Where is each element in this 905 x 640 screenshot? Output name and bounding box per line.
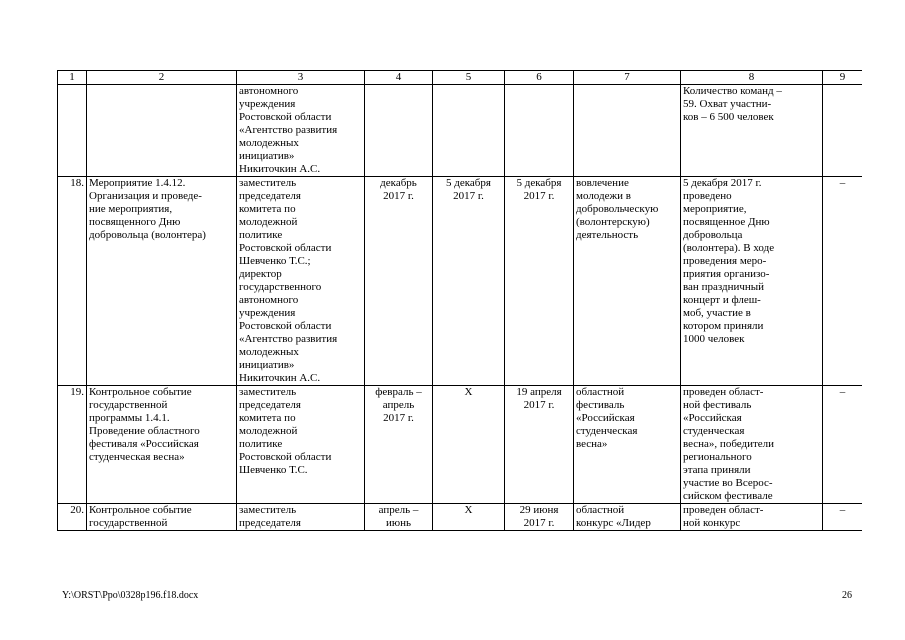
actual-result-line: концерт и флеш- [683,294,761,306]
responsible-person-line: Ростовской области [239,111,332,123]
actual-result-line: 1000 человек [683,333,745,345]
column-number-6: 6 [505,71,574,85]
table-row [58,386,863,504]
deviation-reason-cell [823,504,863,531]
actual-end-date-line: 2017 г. [523,399,555,411]
actual-result-line: сийском фестивале [683,490,773,502]
actual-end-date-cell [505,386,574,504]
row-number-cell: 20. [58,504,87,531]
deviation-reason-line: – [839,504,846,516]
actual-result-line: регионального [683,451,752,463]
actual-end-date-cell [505,177,574,386]
responsible-person-line: учреждения [239,98,296,110]
actual-start-date-cell [433,85,505,177]
planned-date-cell [365,504,433,531]
event-name-cell [87,177,237,386]
actual-result-line: котором приняли [683,320,764,332]
deviation-reason-cell [823,85,863,177]
planned-date-cell [365,85,433,177]
planned-result-line: фестиваль [576,399,625,411]
planned-date-cell [365,177,433,386]
planned-date-line: апрель – [378,504,419,516]
column-number-2: 2 [87,71,237,85]
planned-result-line: деятельность [576,229,639,241]
planned-date-line: июнь [385,517,411,529]
responsible-person-line: заместитель [239,386,297,398]
responsible-person-line: заместитель [239,177,297,189]
event-name-line: Проведение областного [89,425,200,437]
event-name-line: фестиваля «Российская [89,438,199,450]
responsible-person-line: комитета по [239,203,296,215]
event-name-line: посвященного Дню [89,216,181,228]
planned-result-line: (волонтерскую) [576,216,650,228]
responsible-person-line: Никиточкин А.С. [239,372,321,384]
actual-end-date-line: 2017 г. [523,190,555,202]
responsible-person-line: политике [239,438,283,450]
event-name-line: ние мероприятия, [89,203,173,215]
actual-result-line: ной фестиваль [683,399,752,411]
responsible-person-line: молодежной [239,216,298,228]
actual-result-line: мероприятие, [683,203,747,215]
file-path: Y:\ORST\Ppo\0328p196.f18.docx [62,590,199,601]
responsible-person-line: государственного [239,281,322,293]
planned-result-line: студенческая [576,425,638,437]
table-row [58,85,863,177]
planned-date-line: 2017 г. [383,190,414,202]
responsible-person-line: «Агентство развития [239,124,338,136]
event-name-cell [87,504,237,531]
responsible-person-cell [237,386,365,504]
actual-result-line: ван праздничный [683,281,765,293]
actual-result-line: моб, участие в [683,307,751,319]
actual-result-line: ков – 6 500 человек [683,111,774,123]
column-number-3: 3 [237,71,365,85]
responsible-person-line: Шевченко Т.С.; [239,255,311,267]
actual-start-date-line: 5 декабря [446,177,491,189]
actual-result-line: участие во Всерос- [683,477,773,489]
responsible-person-line: председателя [239,517,301,529]
event-name-line: программы 1.4.1. [89,412,170,424]
responsible-person-line: Ростовской области [239,242,332,254]
responsible-person-line: автономного [239,294,299,306]
responsible-person-line: молодежных [239,137,299,149]
actual-end-date-line: 29 июня [519,504,559,516]
actual-result-line: этапа приняли [683,464,751,476]
actual-result-line: «Российская [683,412,742,424]
planned-result-line: «Российская [576,412,635,424]
responsible-person-line: «Агентство развития [239,333,338,345]
responsible-person-line: молодежных [239,346,299,358]
row-number-cell [58,85,87,177]
planned-result-line: добровольческую [576,203,659,215]
actual-result-line: Количество команд – [683,85,782,97]
planned-result-cell [574,504,681,531]
responsible-person-line: комитета по [239,412,296,424]
responsible-person-line: Никиточкин А.С. [239,163,321,175]
actual-end-date-line: 2017 г. [523,517,555,529]
planned-date-line: 2017 г. [383,412,414,424]
actual-result-line: проведено [683,190,732,202]
event-name-cell [87,386,237,504]
actual-result-cell [681,386,823,504]
actual-end-date-line: 5 декабря [516,177,562,189]
actual-result-line: 5 декабря 2017 г. [683,177,762,189]
actual-result-line: проведения меро- [683,255,767,267]
actual-result-line: ной конкурс [683,517,741,529]
actual-start-date-line: Х [464,504,473,516]
row-number-cell: 18. [58,177,87,386]
actual-end-date-cell [505,504,574,531]
actual-result-cell [681,85,823,177]
event-name-cell [87,85,237,177]
column-number-1: 1 [58,71,87,85]
column-number-7: 7 [574,71,681,85]
column-number-5: 5 [433,71,505,85]
column-number-4: 4 [365,71,433,85]
planned-date-line: февраль – [375,386,422,398]
responsible-person-line: председателя [239,190,301,202]
responsible-person-line: председателя [239,399,301,411]
actual-result-cell [681,177,823,386]
responsible-person-line: молодежной [239,425,298,437]
actual-result-line: весна», победители [683,438,775,450]
responsible-person-line: заместитель [239,504,297,516]
event-name-line: Организация и проведе- [89,190,202,202]
column-number-9: 9 [823,71,863,85]
actual-start-date-cell [433,386,505,504]
actual-result-line: посвященное Дню [683,216,770,228]
deviation-reason-cell [823,386,863,504]
actual-start-date-cell [433,504,505,531]
report-table-container [57,70,862,585]
responsible-person-line: учреждения [239,307,296,319]
responsible-person-line: директор [239,268,282,280]
planned-result-line: областной [576,386,625,398]
actual-result-line: 59. Охват участни- [683,98,772,110]
column-number-8: 8 [681,71,823,85]
event-name-line: Контрольное событие [89,504,192,516]
table-row [58,177,863,386]
actual-result-line: (волонтера). В ходе [683,242,775,254]
deviation-reason-line: – [839,386,846,398]
planned-result-cell [574,85,681,177]
planned-date-cell [365,386,433,504]
actual-result-line: студенческая [683,425,745,437]
table-row [58,504,863,531]
responsible-person-line: Шевченко Т.С. [239,464,308,476]
actual-start-date-line: Х [464,386,473,398]
report-table [57,70,862,531]
planned-result-line: весна» [576,438,608,450]
responsible-person-line: Ростовской области [239,451,332,463]
row-number-cell: 19. [58,386,87,504]
column-number-row [58,71,863,85]
planned-result-line: областной [576,504,625,516]
actual-end-date-cell [505,85,574,177]
actual-result-line: приятия организо- [683,268,770,280]
planned-result-cell [574,177,681,386]
planned-result-cell [574,386,681,504]
event-name-line: государственной [89,399,168,411]
event-name-line: государственной [89,517,168,529]
responsible-person-line: инициатив» [239,150,295,162]
responsible-person-line: автономного [239,85,299,97]
planned-result-line: конкурс «Лидер [576,517,651,529]
planned-result-line: молодежи в [576,190,631,202]
actual-result-line: проведен област- [683,504,764,516]
planned-result-line: вовлечение [576,177,629,189]
event-name-line: студенческая весна» [89,451,185,463]
actual-start-date-line: 2017 г. [453,190,484,202]
responsible-person-line: Ростовской области [239,320,332,332]
actual-result-cell [681,504,823,531]
actual-result-line: добровольца [683,229,743,241]
event-name-line: Мероприятие 1.4.12. [89,177,186,189]
deviation-reason-line: – [839,177,846,189]
planned-date-line: апрель [382,399,415,411]
planned-date-line: декабрь [380,177,417,189]
responsible-person-line: политике [239,229,283,241]
table-body [58,71,863,531]
responsible-person-cell [237,85,365,177]
responsible-person-cell [237,504,365,531]
deviation-reason-cell [823,177,863,386]
event-name-line: добровольца (волонтера) [89,229,206,241]
responsible-person-line: инициатив» [239,359,295,371]
actual-start-date-cell [433,177,505,386]
page-number: 26 [842,590,852,601]
event-name-line: Контрольное событие [89,386,192,398]
actual-result-line: проведен област- [683,386,764,398]
actual-end-date-line: 19 апреля [516,386,562,398]
responsible-person-cell [237,177,365,386]
